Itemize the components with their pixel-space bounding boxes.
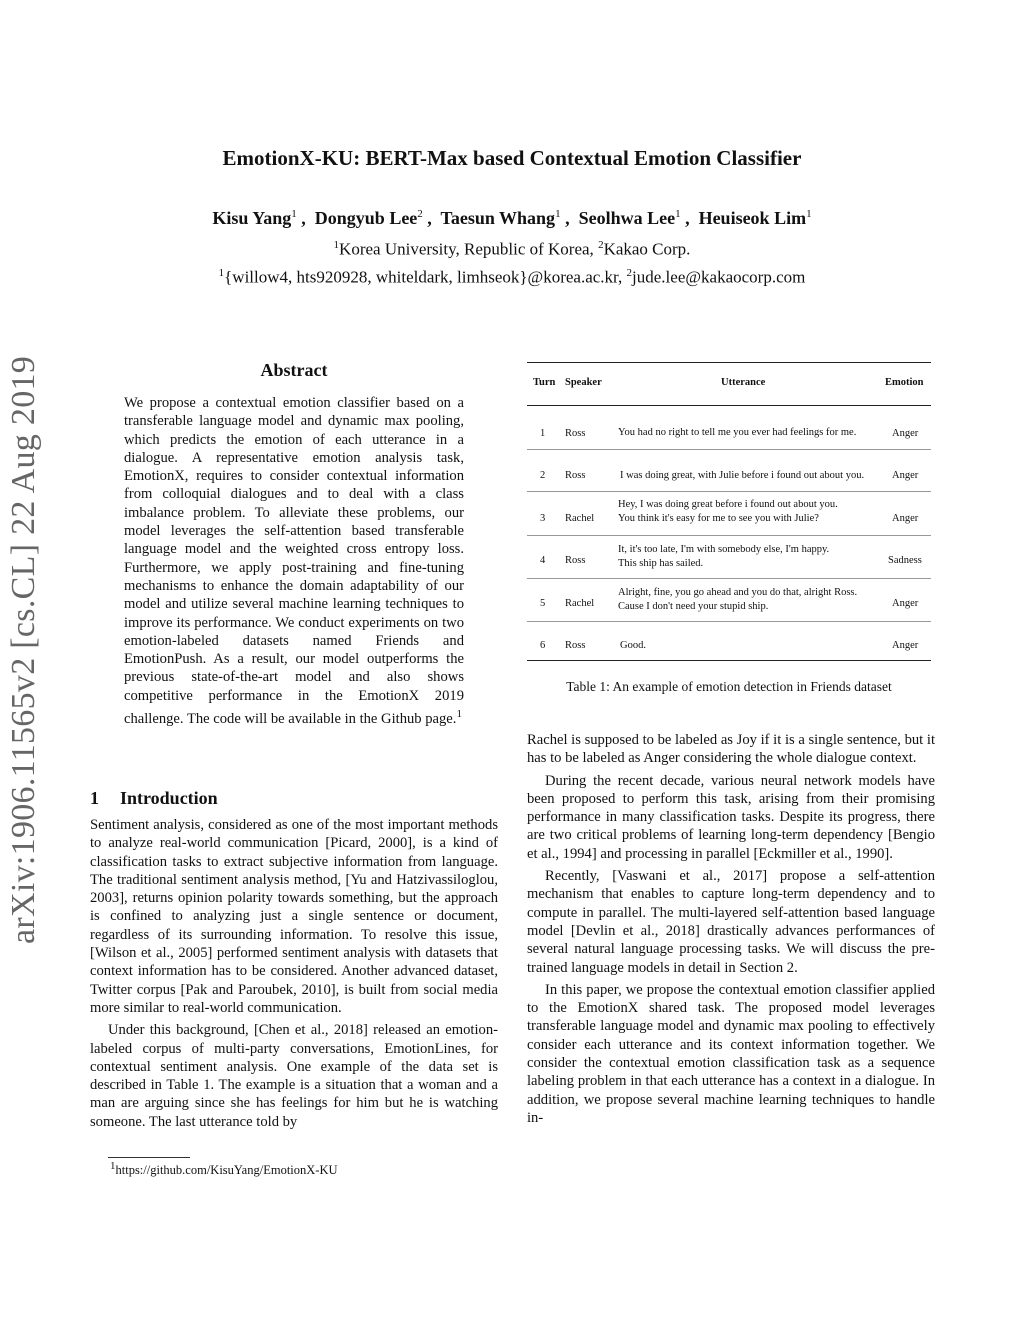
table-cell-utterance: You think it's easy for me to see you with Julie? xyxy=(618,513,819,524)
footnote xyxy=(110,1160,338,1178)
email-mark: 2 xyxy=(626,267,633,279)
author-affiliation-mark: 1 xyxy=(291,208,297,220)
table-bottom-rule xyxy=(527,660,931,661)
paper-title: EmotionX-KU: BERT-Max based Contextual Emotion Classifier xyxy=(222,146,802,170)
table-cell-emotion: Sadness xyxy=(888,555,922,566)
table-cell-emotion: Anger xyxy=(892,640,919,651)
table-header-speaker: Speaker xyxy=(565,377,602,388)
arxiv-stamp: arXiv:1906.11565v2 [cs.CL] 22 Aug 2019 xyxy=(5,355,42,945)
paragraph: In this paper, we propose the contextual emotion classifier applied to the EmotionX shared task. The proposed model leverages transferable language model and dynamic max pooling to effectively consider each utterance and its context information together. We consider the contextual emotion classification task as a sequence labeling problem in that each utterance has a context in a dialogue. In addition, we propose several machine learning techniques to handle in- xyxy=(527,981,935,1126)
table-header-utterance: Utterance xyxy=(721,377,766,388)
table-row-rule xyxy=(527,449,931,450)
author-name: Heuiseok Lim xyxy=(698,208,807,228)
author-affiliation-mark: 2 xyxy=(417,208,423,220)
author-affiliation-mark: 1 xyxy=(806,208,812,220)
table-cell-speaker: Rachel xyxy=(565,513,595,524)
table-cell-speaker: Ross xyxy=(565,640,586,651)
author-list: Kisu Yang$^1$ , Dongyub Lee$^2$ , Taesun Whang$^1$ , Seolhwa Lee$^1$ , Heuiseok Lim$^1$ xyxy=(212,208,812,228)
table-cell-emotion: Anger xyxy=(892,428,919,439)
author-affiliation-mark: 1 xyxy=(675,208,681,220)
paragraph-continued: Rachel is supposed to be labeled as Joy if it is a single sentence, but it has to be labeled as Anger considering the whole dialogue context. xyxy=(527,732,935,767)
affiliation-mark: 1 xyxy=(333,239,340,251)
emails xyxy=(0,267,1024,288)
table-cell-turn: 2 xyxy=(540,470,546,481)
footnote-number: 1 xyxy=(110,1160,116,1172)
affiliation-mark: 2 xyxy=(598,239,604,251)
table-cell-utterance: This ship has sailed. xyxy=(618,558,704,569)
author-name: Seolhwa Lee xyxy=(578,208,676,228)
affiliation-2: Kakao Corp. xyxy=(603,239,691,259)
table-cell-utterance: You had no right to tell me you ever had feelings for me. xyxy=(618,427,857,438)
table-cell-turn: 5 xyxy=(540,598,546,609)
author-affiliation-mark: 1 xyxy=(555,208,561,220)
footnote-url[interactable]: https://github.com/KisuYang/EmotionX-KU xyxy=(115,1163,338,1178)
table-header-turn: Turn xyxy=(533,377,556,388)
footnote-mark: 1 xyxy=(456,708,462,721)
paragraph: Sentiment analysis, considered as one of the most important methods to analyze real-world communication [Picard, 2000], is a kind of classification tasks to extract subjective information from language. The traditional sentiment analysis method, [Yu and Hatzivassiloglou, 2003], returns opinion polarity towards something, but the approach is confined to analyzing just a single sentence or document, regardless of its surrounding information. To resolve this issue, [Wilson et al., 2005] performed sentiment analysis with datasets that context information has to be considered. Another advanced dataset, Twitter corpus [Pak and Paroubek, 2010], is built from social media more similar to real-world communication. xyxy=(90,817,498,1016)
table-cell-speaker: Ross xyxy=(565,470,586,481)
table-cell-utterance: Cause I don't need your stupid ship. xyxy=(618,601,769,612)
table-row-rule xyxy=(527,578,931,579)
table-cell-speaker: Ross xyxy=(565,555,586,566)
table-header-rule xyxy=(527,405,931,406)
affiliations xyxy=(0,239,1024,260)
paragraph: Under this background, [Chen et al., 2018] released an emotion-labeled corpus of multi-party conversations, EmotionLines, for contextual sentiment analysis. One example of the data set is described in Table 1. The example is a situation that a woman and a man are arguing since she has feelings for him but he is watching someone. The last utterance told by xyxy=(90,1022,498,1130)
email-mark: 1 xyxy=(218,267,225,279)
table-caption: Table 1: An example of emotion detection in Friends dataset xyxy=(566,679,892,694)
table-cell-emotion: Anger xyxy=(892,470,919,481)
table-cell-turn: 4 xyxy=(540,555,546,566)
email-2: jude.lee@kakaocorp.com xyxy=(632,267,806,287)
section-heading xyxy=(90,788,218,809)
author-name: Dongyub Lee xyxy=(314,208,418,228)
email-1: {willow4, hts920928, whiteldark, limhseok}@korea.ac.kr, xyxy=(224,267,627,287)
footnote-rule xyxy=(108,1157,190,1158)
table-cell-utterance: I was doing great, with Julie before i found out about you. xyxy=(620,470,865,481)
table-top-rule xyxy=(527,362,931,363)
table-row-rule xyxy=(527,535,931,536)
table-cell-utterance: It, it's too late, I'm with somebody else, I'm happy. xyxy=(618,544,830,555)
abstract-text: We propose a contextual emotion classifier based on a transferable language model and dynamic max pooling, which predicts the emotion of each utterance in a dialogue. A representative emotion analysis task, EmotionX, requires to consider contextual information from colloquial dialogues and to deal with a class imbalance problem. To alleviate these problems, our model leverages the self-attention based transferable language model and the weighted cross entropy loss. Furthermore, we apply post-training and fine-tuning mechanisms to enhance the domain adaptability of our model and utilize several machine learning techniques to improve its performance. We conduct experiments on two emotion-labeled datasets named Friends and EmotionPush. As a result, our model outperforms the previous state-of-the-art model and also shows competitive performance in the EmotionX 2019 challenge. The code will be available in the Github page. xyxy=(124,395,464,727)
paragraph: During the recent decade, various neural network models have been proposed to perform this task, arising from their promising performance in many classification tasks. Despite its progress, there are two critical problems of learning long-term dependency [Bengio et al., 1994] and processing in parallel [Eckmiller et al., 1990]. xyxy=(527,772,935,862)
section-number: 1 xyxy=(90,788,99,808)
table-cell-turn: 6 xyxy=(540,640,546,651)
table-cell-turn: 1 xyxy=(540,428,546,439)
table-cell-turn: 3 xyxy=(540,513,546,524)
intro-left-column xyxy=(90,816,498,1131)
paragraph: Recently, [Vaswani et al., 2017] propose a self-attention mechanism that enables to capture long-term dependency and to compute in parallel. The multi-layered self-attention based language model [Devlin et al., 2018] drastically advances performances of several natural language processing tasks. We will discuss the pre-trained language models in detail in Section 2. xyxy=(527,868,935,976)
table-cell-speaker: Rachel xyxy=(565,598,595,609)
table-cell-emotion: Anger xyxy=(892,598,919,609)
table-header-emotion: Emotion xyxy=(885,377,924,388)
table-cell-utterance: Alright, fine, you go ahead and you do that, alright Ross. xyxy=(618,587,858,598)
author-name: Kisu Yang xyxy=(212,208,292,228)
abstract-body xyxy=(124,394,464,728)
table-cell-emotion: Anger xyxy=(892,513,919,524)
table-cell-speaker: Ross xyxy=(565,428,586,439)
affiliation-1: Korea University, Republic of Korea, xyxy=(339,239,599,259)
table-row-rule xyxy=(527,491,931,492)
table-row-rule xyxy=(527,621,931,622)
table-cell-utterance: Good. xyxy=(620,640,646,651)
section-title: Introduction xyxy=(120,788,218,808)
abstract-heading: Abstract xyxy=(260,360,328,380)
author-name: Taesun Whang xyxy=(440,208,556,228)
table-cell-utterance: Hey, I was doing great before i found out about you. xyxy=(618,499,838,510)
intro-right-column xyxy=(527,731,935,1127)
